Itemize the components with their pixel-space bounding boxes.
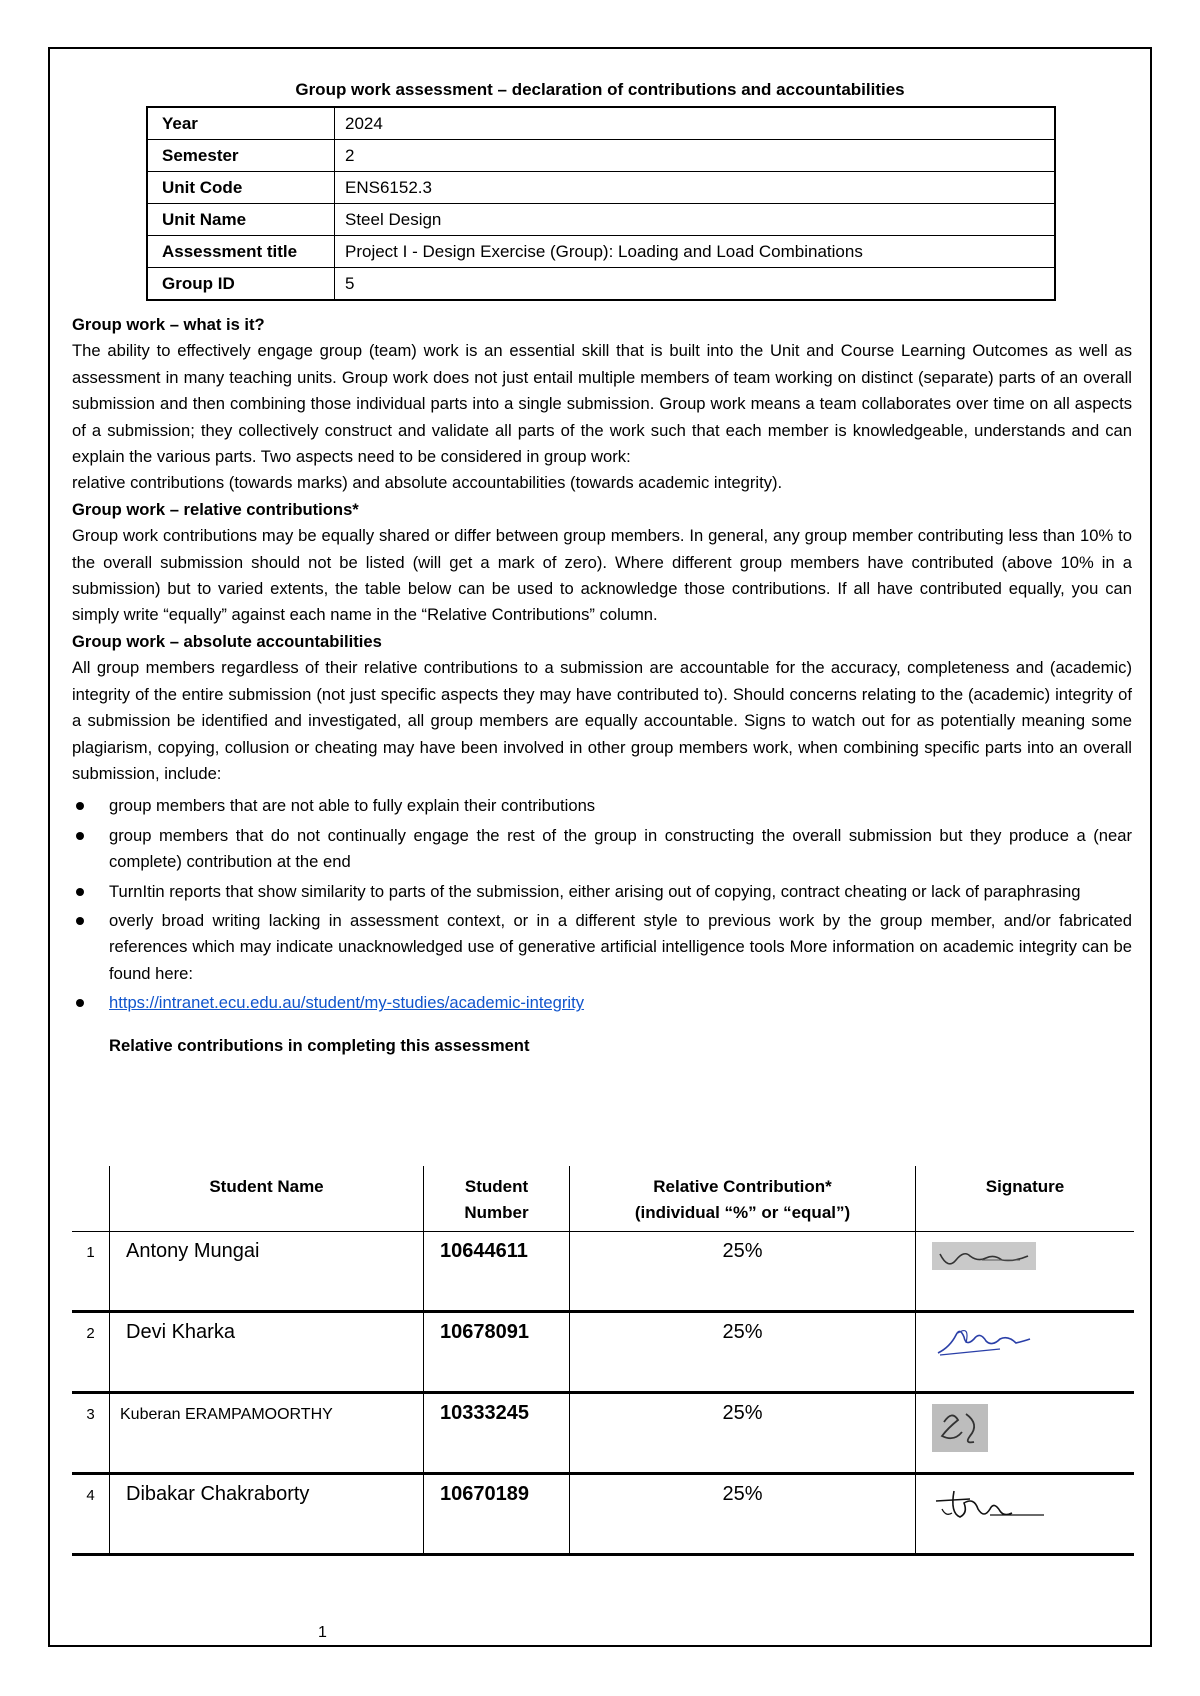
- list-item: [72, 990, 1132, 1016]
- page-number: 1: [318, 1624, 327, 1641]
- info-row-unit-name: [147, 204, 1055, 236]
- bullet-icon: [76, 917, 84, 925]
- warning-signs-list: [72, 793, 1132, 1016]
- student-name: Devi Kharka: [110, 1312, 424, 1393]
- header-line: Student: [464, 1177, 529, 1196]
- list-item-text: overly broad writing lacking in assessment context, or in a different style to previous work by the group member, and/or fabricated references which may indicate unacknowledged use of generative artificial intelligence tools More information on academic integrity can be found here:: [109, 910, 1132, 983]
- list-item: [72, 908, 1132, 987]
- signature-cell: [916, 1474, 1135, 1555]
- info-row-semester: [147, 140, 1055, 172]
- paragraph-absolute: All group members regardless of their relative contributions to a submission are accountable for the accuracy, completeness and (academic) integrity of the entire submission (not just specific aspects they may have contributed to). Should concerns relating to the (academic) integrity of a submission be identified and investigated, all group members are equally accountable. Signs to watch out for as potentially meaning some plagiarism, copying, collusion or cheating may have been involved in other group members work, when combining specific parts into an overall submission, include:: [72, 658, 1132, 783]
- header-line: (individual “%” or “equal”): [634, 1203, 851, 1222]
- student-name: Antony Mungai: [110, 1232, 424, 1312]
- info-row-assessment-title: [147, 236, 1055, 268]
- signature-cell: [916, 1393, 1135, 1474]
- section-heading-relative: Group work – relative contributions*: [72, 499, 359, 519]
- paragraph-relative: Group work contributions may be equally shared or differ between group members. In general, any group member contributing less than 10% to the overall submission should not be listed (will get a mark of zero). Where different group members have contributed (above 10% in a submission) but to varied extents, the table below can be used to acknowledge those contributions. If all have contributed equally, you can simply write “equally” against each name in the “Relative Contributions” column.: [72, 526, 1132, 625]
- table-row: [72, 1393, 1134, 1474]
- list-item-text: TurnItin reports that show similarity to parts of the submission, either arising out of copying, contract cheating or lack of paraphrasing: [109, 881, 1081, 901]
- body-text: [72, 312, 1132, 1059]
- info-row-group-id: [147, 268, 1055, 301]
- info-value: Project I - Design Exercise (Group): Loading and Load Combinations: [335, 236, 1056, 268]
- contribution-value: 25%: [570, 1232, 916, 1312]
- info-label: Unit Code: [147, 172, 335, 204]
- paragraph-what-2: relative contributions (towards marks) and absolute accountabilities (towards academic integrity).: [72, 473, 783, 493]
- header-line: Number: [464, 1203, 529, 1222]
- contributions-heading: Relative contributions in completing this assessment: [109, 1035, 530, 1055]
- bullet-icon: [76, 999, 84, 1007]
- document-title: Group work assessment – declaration of contributions and accountabilities: [295, 80, 905, 99]
- contribution-value: 25%: [570, 1393, 916, 1474]
- info-value: 2024: [335, 107, 1056, 140]
- info-label: Semester: [147, 140, 335, 172]
- index-header: [72, 1166, 110, 1232]
- list-item: [72, 823, 1132, 876]
- info-value: 5: [335, 268, 1056, 301]
- signature-image: [930, 1402, 990, 1454]
- student-name-header: Student Name: [110, 1166, 424, 1232]
- signature-image: [930, 1240, 1040, 1274]
- paragraph-what: The ability to effectively engage group (team) work is an essential skill that is built into the Unit and Course Learning Outcomes as well as assessment in many teaching units. Group work does not just entail multiple members of team working on distinct (separate) parts of an overall submission and then combining those individual parts into a single submission. Group work means a team collaborates over time on all aspects of a submission; they collectively construct and validate all parts of the work such that each member is knowledgeable, understands and can explain the various parts. Two aspects need to be considered in group work:: [72, 341, 1132, 467]
- student-name: Dibakar Chakraborty: [110, 1474, 424, 1555]
- student-name: Kuberan ERAMPAMOORTHY: [110, 1393, 424, 1474]
- row-index: 4: [72, 1474, 110, 1555]
- table-row: [72, 1312, 1134, 1393]
- bullet-icon: [76, 888, 84, 896]
- student-number: 10644611: [424, 1232, 570, 1312]
- info-value: ENS6152.3: [335, 172, 1056, 204]
- info-label: Group ID: [147, 268, 335, 301]
- contributions-table: [72, 1166, 1134, 1556]
- row-index: 2: [72, 1312, 110, 1393]
- signature-image: [930, 1321, 1040, 1361]
- student-number: 10333245: [424, 1393, 570, 1474]
- student-number-header: [424, 1166, 570, 1232]
- bullet-icon: [76, 832, 84, 840]
- table-row: [72, 1232, 1134, 1312]
- signature-image: [930, 1483, 1050, 1527]
- info-value: Steel Design: [335, 204, 1056, 236]
- contribution-value: 25%: [570, 1312, 916, 1393]
- signature-cell: [916, 1312, 1135, 1393]
- info-row-year: [147, 107, 1055, 140]
- row-index: 1: [72, 1232, 110, 1312]
- academic-integrity-link[interactable]: https://intranet.ecu.edu.au/student/my-studies/academic-integrity: [109, 993, 585, 1013]
- table-header-row: [72, 1166, 1134, 1232]
- info-row-unit-code: [147, 172, 1055, 204]
- list-item-text: group members that do not continually engage the rest of the group in constructing the overall submission but they produce a (near complete) contribution at the end: [109, 825, 1132, 872]
- list-item: [72, 879, 1132, 905]
- table-row: [72, 1474, 1134, 1555]
- list-item: [72, 793, 1132, 819]
- info-label: Year: [147, 107, 335, 140]
- info-value: 2: [335, 140, 1056, 172]
- student-number: 10670189: [424, 1474, 570, 1555]
- section-heading-what: Group work – what is it?: [72, 315, 265, 334]
- relative-contribution-header: [570, 1166, 916, 1232]
- bullet-icon: [76, 802, 84, 810]
- signature-header: Signature: [916, 1166, 1135, 1232]
- info-label: Assessment title: [147, 236, 335, 268]
- signature-cell: [916, 1232, 1135, 1312]
- header-line: Relative Contribution*: [653, 1177, 832, 1196]
- student-number: 10678091: [424, 1312, 570, 1393]
- contribution-value: 25%: [570, 1474, 916, 1555]
- section-heading-absolute: Group work – absolute accountabilities: [72, 631, 382, 651]
- list-item-text: group members that are not able to fully explain their contributions: [109, 796, 596, 816]
- info-label: Unit Name: [147, 204, 335, 236]
- assessment-info-table: [146, 106, 1056, 301]
- row-index: 3: [72, 1393, 110, 1474]
